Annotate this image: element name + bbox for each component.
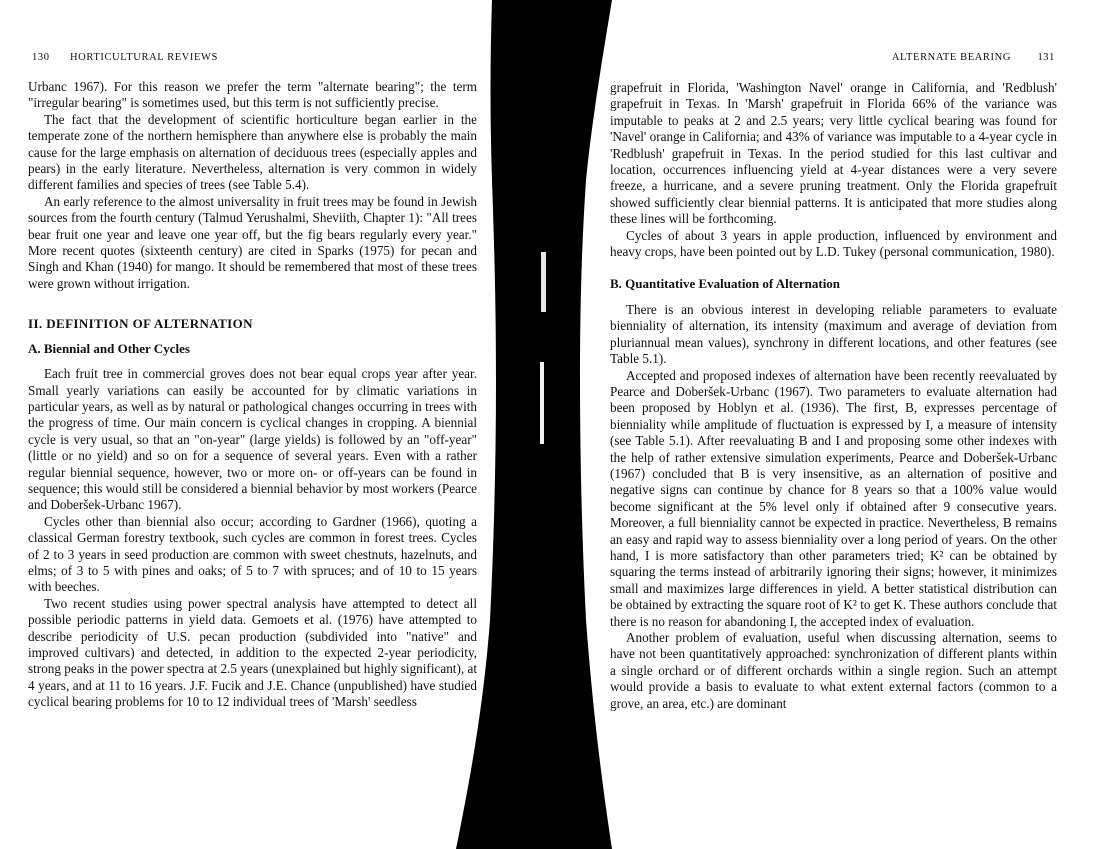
paragraph: Each fruit tree in commercial groves does not bear equal crops year after year. Small yearly variations can easily be accounted for by climatic variations in particular years, as well as by natural or pathological changes occurring in trees with the progress of time. Our main concern is cyclical changes in cropping. A biennial cycle is very usual, so that an "on-year" (large yields) is followed by an "off-year" (little or no yield) and so on for a sequence of several years. Even with a rather regular biennial sequence, however, two or more on- or off-years can be found in sequence; this would still be considered a biennial behavior by most workers (Pearce and Doberšek-Urbanc 1967). — [28, 366, 477, 513]
running-head-title: ALTERNATE BEARING — [891, 52, 1011, 63]
paragraph: Urbanc 1967). For this reason we prefer the term "alternate bearing"; the term "irregular bearing" is sometimes used, but this term is not sufficiently precise. — [28, 79, 477, 111]
paragraph: An early reference to the almost universality in fruit trees may be found in Jewish sources from the fourth century (Talmud Yerushalmi, Sheviith, Chapter 1): "All trees bear fruit one year and leave one year off, but the fig bears regularly every year." More recent quotes (sixteenth century) are cited in Sparks (1975) for pecan and Singh and Khan (1940) for mango. It should be remembered that most of these trees were grown without irrigation. — [28, 193, 477, 291]
page-number: 130 — [32, 52, 50, 63]
left-page-body — [28, 79, 477, 711]
page-number: 131 — [1037, 52, 1055, 63]
subsection-heading: A. Biennial and Other Cycles — [28, 340, 190, 356]
left-page — [28, 0, 477, 849]
paragraph: grapefruit in Florida, 'Washington Navel' orange in California, and 'Redblush' grapefruit in Texas. In 'Marsh' grapefruit in Florida 66% of the variance was imputable to peaks at 2 and 2.5 years; very little cyclical bearing was found for 'Navel' orange in California; and 43% of variance was imputable to a 4-year cycle in 'Redblush' grapefruit in Texas. In the period studied for this last cultivar and location, occurrences influencing yield at 4-year distances were a very severe freeze, a hurricane, and a severe pruning treatment. Only the Florida grapefruit showed sufficiently clear biennial patterns. It is anticipated that more studies along these lines will be forthcoming. — [610, 80, 1057, 227]
paragraph: The fact that the development of scientific horticulture began earlier in the temperate zone of the northern hemisphere than anywhere else is probably the main cause for the large emphasis on alternation of deciduous trees (especially apples and pears) in the early literature. Nevertheless, alternation is very common in widely different families and species of trees (see Table 5.4). — [28, 111, 477, 193]
paragraph: Accepted and proposed indexes of alternation have been recently reevaluated by Pearce and Doberšek-Urbanc (1967). Two parameters to evaluate alternation had been proposed by Hoblyn et al. (1936). The first, B, expresses percentage of bienniality while amplitude of fluctuation is expressed by I, a measure of intensity (see Table 5.1). After reevaluating B and I and proposing some other indexes with the help of rather extensive simulation experiments, Pearce and Doberšek-Urbanc (1967) concluded that B is very insensitive, as an alternation of positive and negative signs can continue by chance for 8 years so that a 100% value would become significant at the 5% level only if obtained after 9 consecutive years. Moreover, a full bienniality cannot be expected in practice. Nevertheless, B remains an easy and rapid way to assess bienniality over a long period of years. On the other hand, I is more satisfactory than other parameters tried; K² can be obtained by squaring the terms instead of arbitrarily ignoring their signs; however, it minimizes small and maximizes large differences in yield. A better statistical distribution can be obtained by extracting the square root of K² to get K. These authors conclude that there is no reason for abandoning I, the accepted index of evaluation. — [610, 367, 1057, 629]
right-page — [610, 0, 1057, 849]
running-head-left — [28, 52, 477, 66]
section-heading: II. DEFINITION OF ALTERNATION — [28, 316, 253, 332]
running-head-title: HORTICULTURAL REVIEWS — [70, 52, 218, 63]
paragraph: Another problem of evaluation, useful when discussing alternation, seems to have not been quantitatively approached: synchronization of different plants within a single orchard or of different orchards within a single region. Such an attempt would provide a basis to evaluate to what extent external factors (common to a grove, an area, etc.) are dominant — [610, 630, 1057, 711]
paragraph: Cycles of about 3 years in apple production, influenced by environment and heavy crops, have been pointed out by L.D. Tukey (personal communication, 1980). — [610, 227, 1057, 260]
subsection-heading: B. Quantitative Evaluation of Alternation — [610, 276, 841, 292]
paragraph: Two recent studies using power spectral analysis have attempted to detect all possible periodic patterns in yield data. Gemoets et al. (1976) have attempted to describe periodicity of U.S. pecan production (subdivided into "native" and improved cultivars) and detected, in addition to the expected 2-year periodicity, strong peaks in the power spectra at 2.5 years (unexplained but highly significant), at 4 years, and at 11 to 16 years. J.F. Fucik and J.E. Chance (unpublished) have studied cyclical bearing problems for 10 to 12 individual trees of 'Marsh' seedless — [28, 595, 477, 710]
running-head-right — [610, 52, 1057, 66]
paragraph: There is an obvious interest in developing reliable parameters to evaluate bienniality of alternation, its intensity (maximum and average of deviation from pluriannual mean values), synchrony in different locations, and other features (see Table 5.1). — [610, 301, 1057, 367]
right-page-body — [610, 80, 1057, 712]
paragraph: Cycles other than biennial also occur; according to Gardner (1966), quoting a classical German forestry textbook, such cycles are common in forest trees. Cycles of 2 to 3 years in seed production are common with sweet chestnuts, hazelnuts, and elms; of 3 to 5 with pines and oaks; of 5 to 7 with spruces; and of 10 to 15 years with beeches. — [28, 513, 477, 595]
